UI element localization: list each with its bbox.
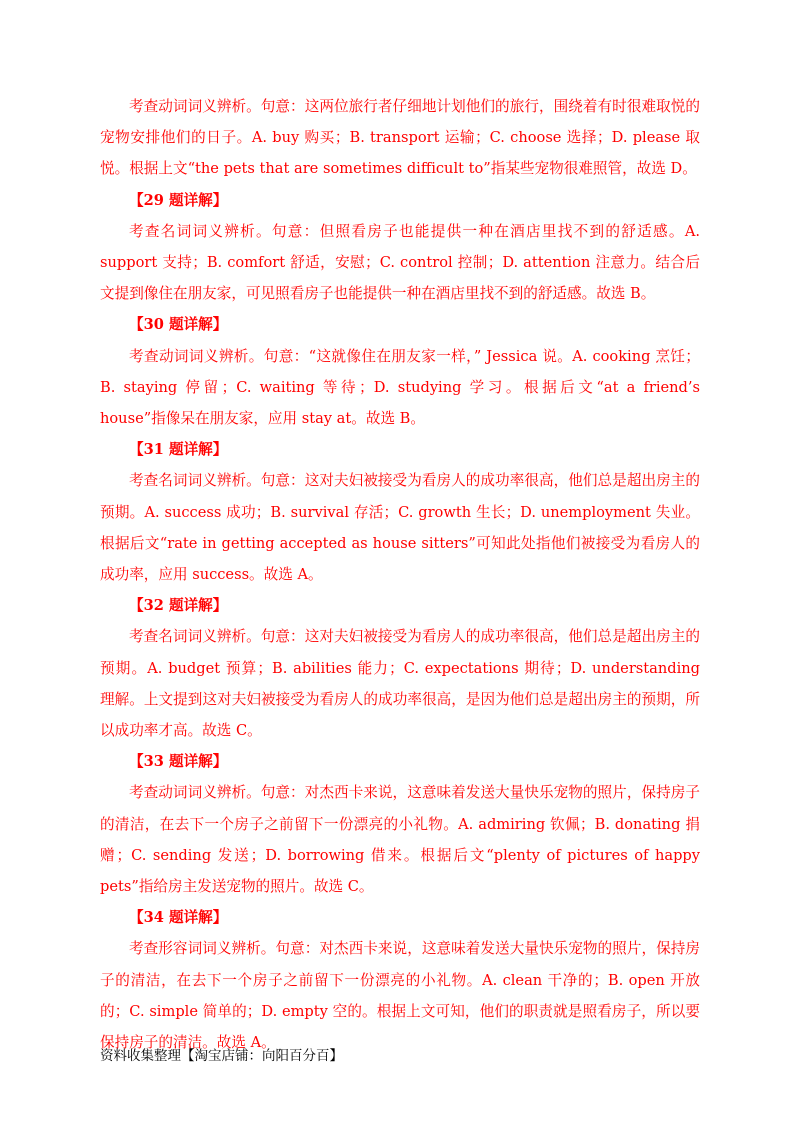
question-heading: 【32 题详解】 [129,597,228,615]
explanation-paragraph: 考查名词词义辨析。句意：这对夫妇被接受为看房人的成功率很高，他们总是超出房主的预期。A. success 成功；B. survival 存活；C. growth 生长；D. unemployment 失业。根据后文“rate in getting accepted as house sitters”可知此处指他们被接受为看房人的成功率，应用 success。故选 A。 [100,472,700,584]
page-footer: 资料收集整理【淘宝店铺：向阳百分百】 [100,1048,343,1064]
question-heading: 【31 题详解】 [129,441,228,459]
explanation-paragraph: 考查名词词义辨析。句意：这对夫妇被接受为看房人的成功率很高，他们总是超出房主的预期。A. budget 预算；B. abilities 能力；C. expectations 期待；D. understanding 理解。上文提到这对夫妇被接受为看房人的成功率很高，是因为他们总是超出房主的预期，所以成功率才高。故选 C。 [100,628,700,740]
explanation-paragraph: 考查动词词义辨析。句意：“这就像住在朋友家一样，” Jessica 说。A. cooking 烹饪；B. staying 停留；C. waiting 等待；D. studying 学习。根据后文“at a friend’s house”指像呆在朋友家，应用 stay at。故选 B。 [100,347,700,428]
question-heading: 【34 题详解】 [129,909,228,927]
explanation-paragraph: 考查动词词义辨析。句意：这两位旅行者仔细地计划他们的旅行，围绕着有时很难取悦的宠物安排他们的日子。A. buy 购买；B. transport 运输；C. choose 选择；D. please 取悦。根据上文“the pets that are sometimes difficult to”指某些宠物很难照管，故选 D。 [100,98,700,178]
question-heading: 【29 题详解】 [129,191,228,209]
question-heading: 【30 题详解】 [129,316,228,334]
explanation-paragraph: 考查形容词词义辨析。句意：对杰西卡来说，这意味着发送大量快乐宠物的照片，保持房子的清洁，在去下一个房子之前留下一份漂亮的小礼物。A. clean 干净的；B. open 开放的；C. simple 简单的；D. empty 空的。根据上文可知，他们的职责就是照看房子，所以要保持房子的清洁。故选 A。 [100,940,700,1052]
explanation-paragraph: 考查动词词义辨析。句意：对杰西卡来说，这意味着发送大量快乐宠物的照片，保持房子的清洁，在去下一个房子之前留下一份漂亮的小礼物。A. admiring 钦佩；B. donating 捐赠；C. sending 发送；D. borrowing 借来。根据后文“plenty of pictures of happy pets”指给房主发送宠物的照片。故选 C。 [100,784,700,896]
answer-explanations [100,91,700,1058]
explanation-paragraph: 考查名词词义辨析。句意：但照看房子也能提供一种在酒店里找不到的舒适感。A. support 支持；B. comfort 舒适，安慰；C. control 控制；D. attention 注意力。结合后文提到像住在朋友家，可见照看房子也能提供一种在酒店里找不到的舒适感。故选 B。 [100,222,700,303]
question-heading: 【33 题详解】 [129,753,228,771]
